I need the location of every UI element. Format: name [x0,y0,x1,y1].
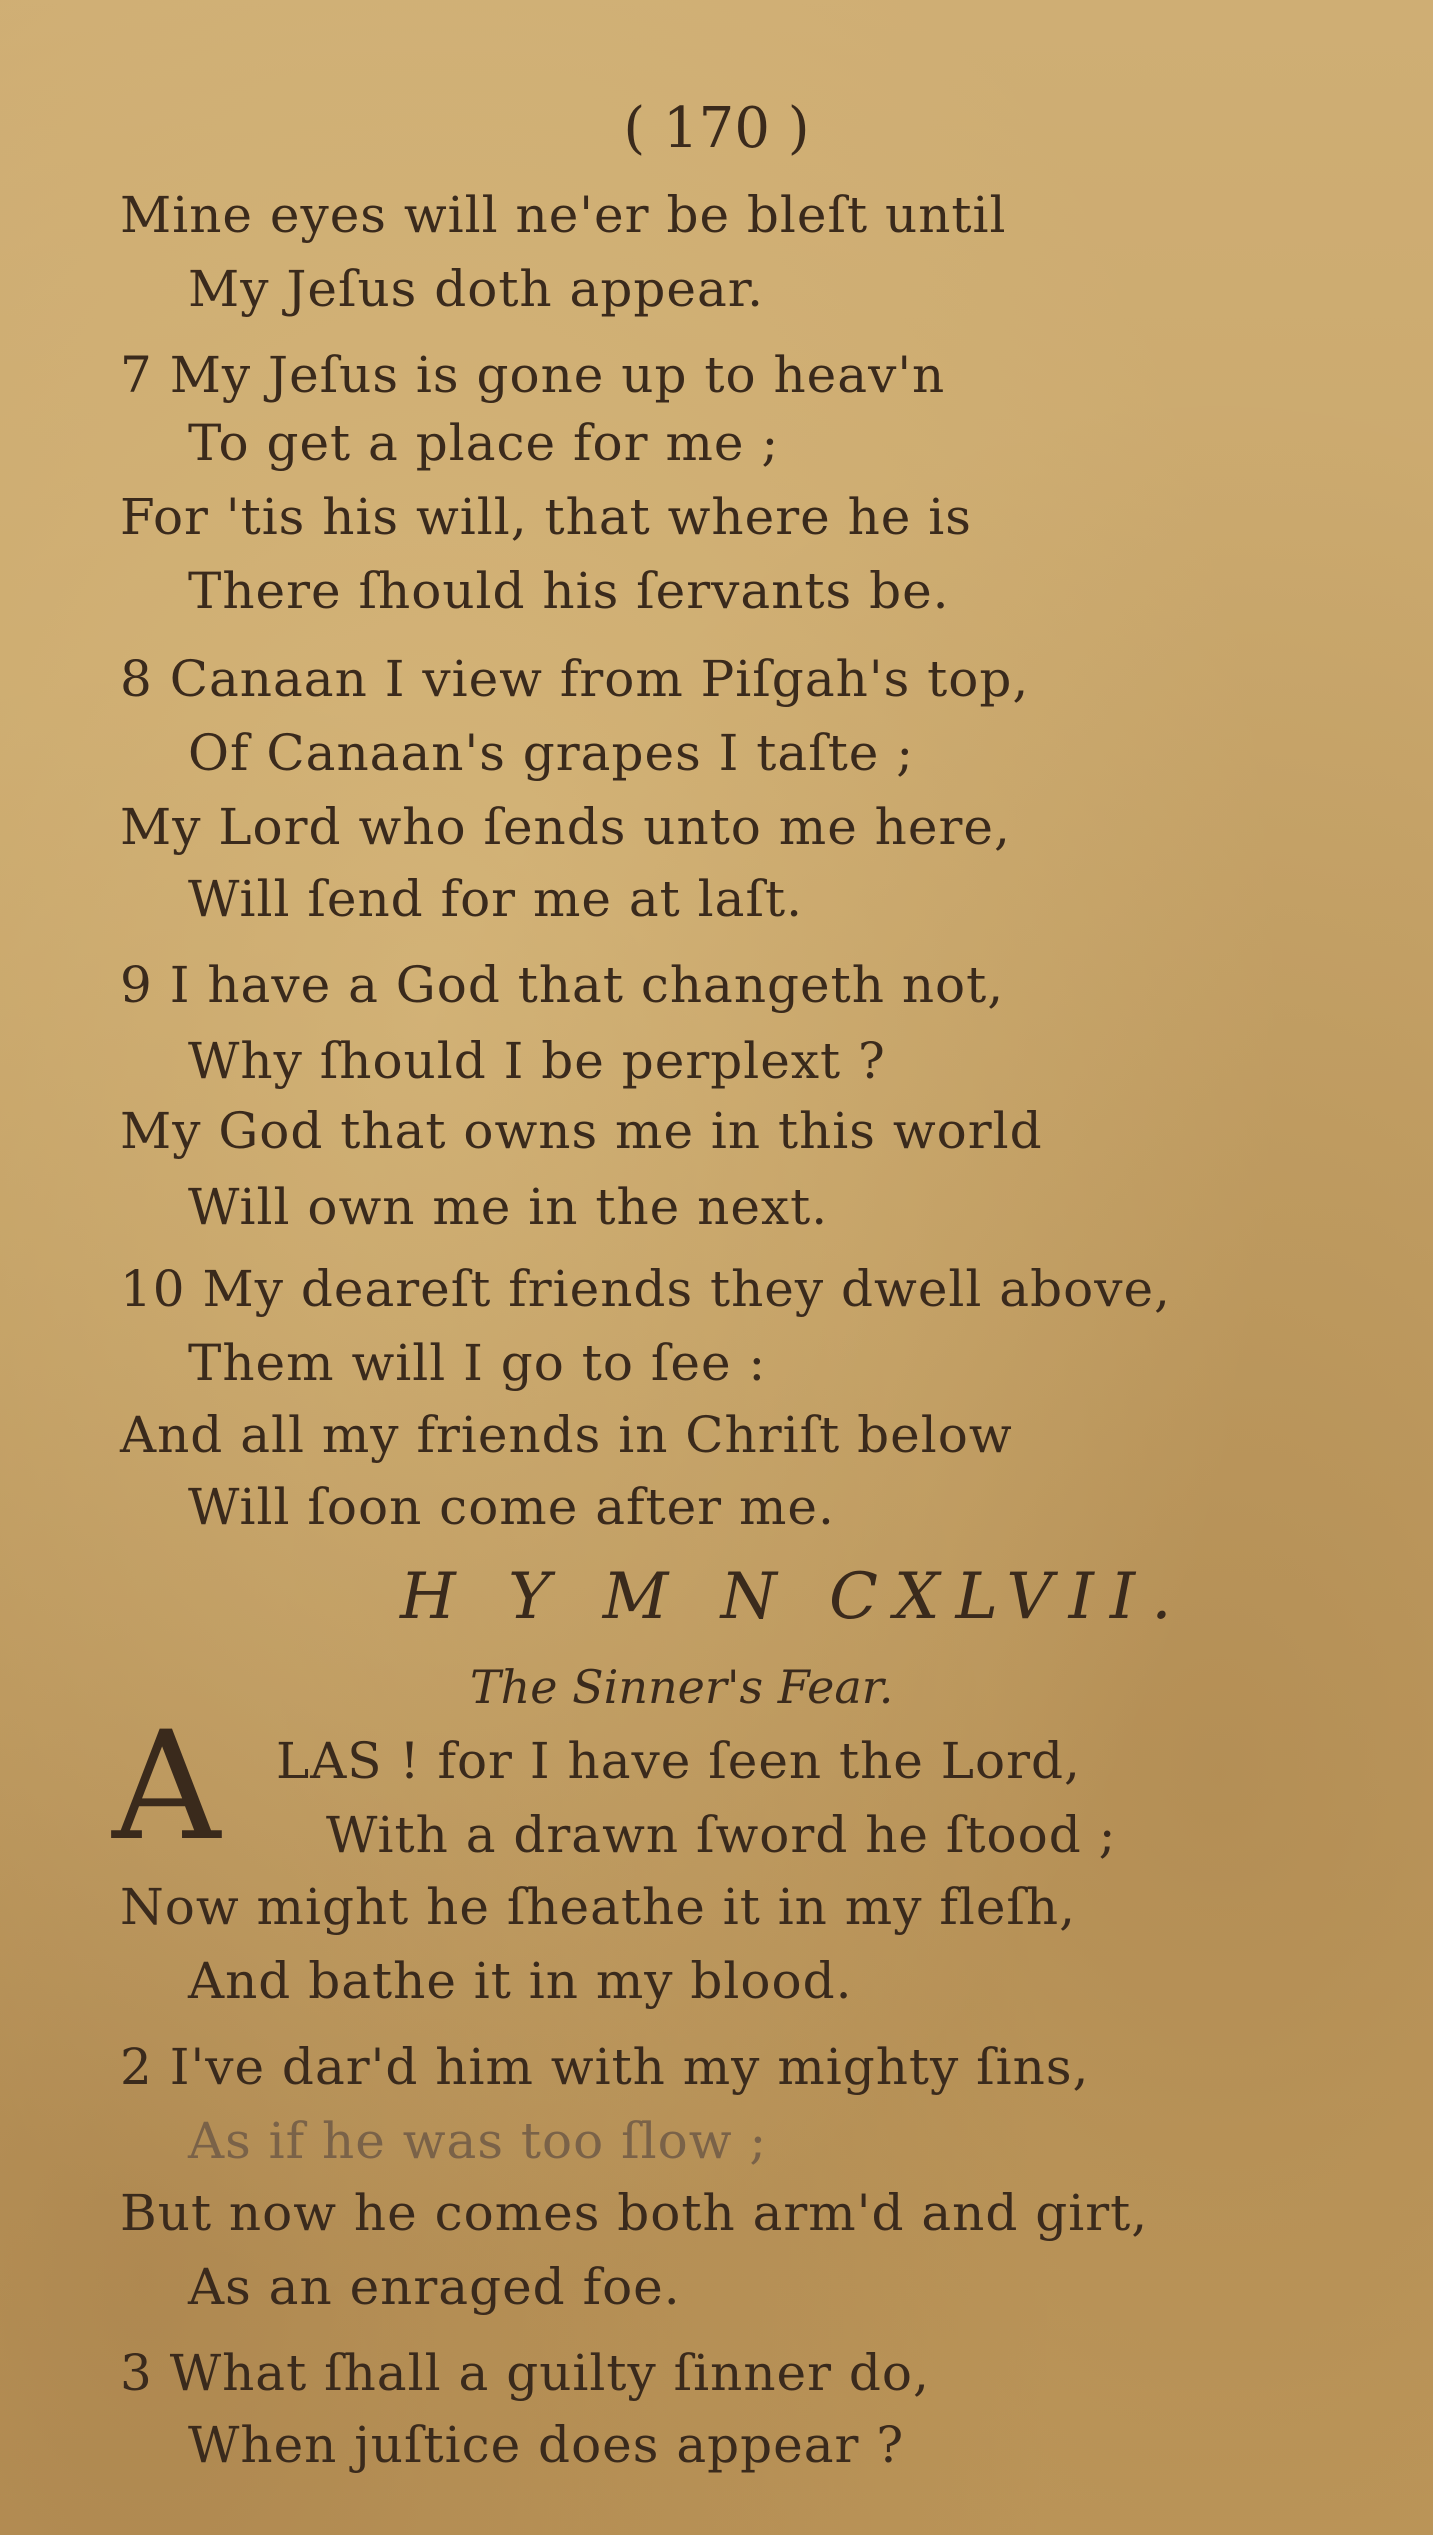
verse-line: And bathe it in my blood. [188,1952,853,2010]
verse-line: When juſtice does appear ? [188,2416,905,2474]
verse-line: 3 What ſhall a guilty ſinner do, [120,2344,930,2402]
verse-line: As an enraged foe. [188,2258,681,2316]
verse-line: Of Canaan's grapes I taſte ; [188,724,915,782]
verse-line: My Lord who ſends unto me here, [120,798,1011,856]
verse-line: 9 I have a God that changeth not, [120,956,1005,1014]
verse-line: Them will I go to ſee : [188,1334,767,1392]
verse-line: Will own me in the next. [188,1178,829,1236]
verse-line: My Jeſus doth appear. [188,260,765,318]
verse-line: 10 My deareſt friends they dwell above, [120,1260,1171,1318]
verse-line: Will ſoon come after me. [188,1478,835,1536]
verse-line: As if he was too ſlow ; [188,2112,768,2170]
hymn-subtitle: The Sinner's Fear. [470,1660,894,1714]
hymn-title: H Y M N CXLVII. [400,1560,1188,1634]
verse-line: Why ſhould I be perplext ? [188,1032,886,1090]
verse-line: With a drawn ſword he ſtood ; [326,1806,1117,1864]
verse-line: And all my friends in Chriſt below [120,1406,1013,1464]
verse-line: 7 My Jeſus is gone up to heav'n [120,346,946,404]
page-number-header: ( 170 ) [623,96,810,161]
verse-line: 2 I've dar'd him with my mighty ſins, [120,2038,1090,2096]
verse-line: 8 Canaan I view from Piſgah's top, [120,650,1030,708]
verse-line: LAS ! for I have ſeen the Lord, [276,1732,1081,1790]
verse-line: Now might he ſheathe it in my fleſh, [120,1878,1077,1936]
verse-line: For 'tis his will, that where he is [120,488,972,546]
verse-line: But now he comes both arm'd and girt, [120,2184,1149,2242]
verse-line: There ſhould his ſervants be. [188,562,950,620]
verse-line: To get a place for me ; [188,414,780,472]
verse-line: Mine eyes will ne'er be bleſt until [120,186,1007,244]
verse-line: My God that owns me in this world [120,1102,1043,1160]
verse-line: Will ſend for me at laſt. [188,870,803,928]
drop-cap: A [112,1700,221,1874]
